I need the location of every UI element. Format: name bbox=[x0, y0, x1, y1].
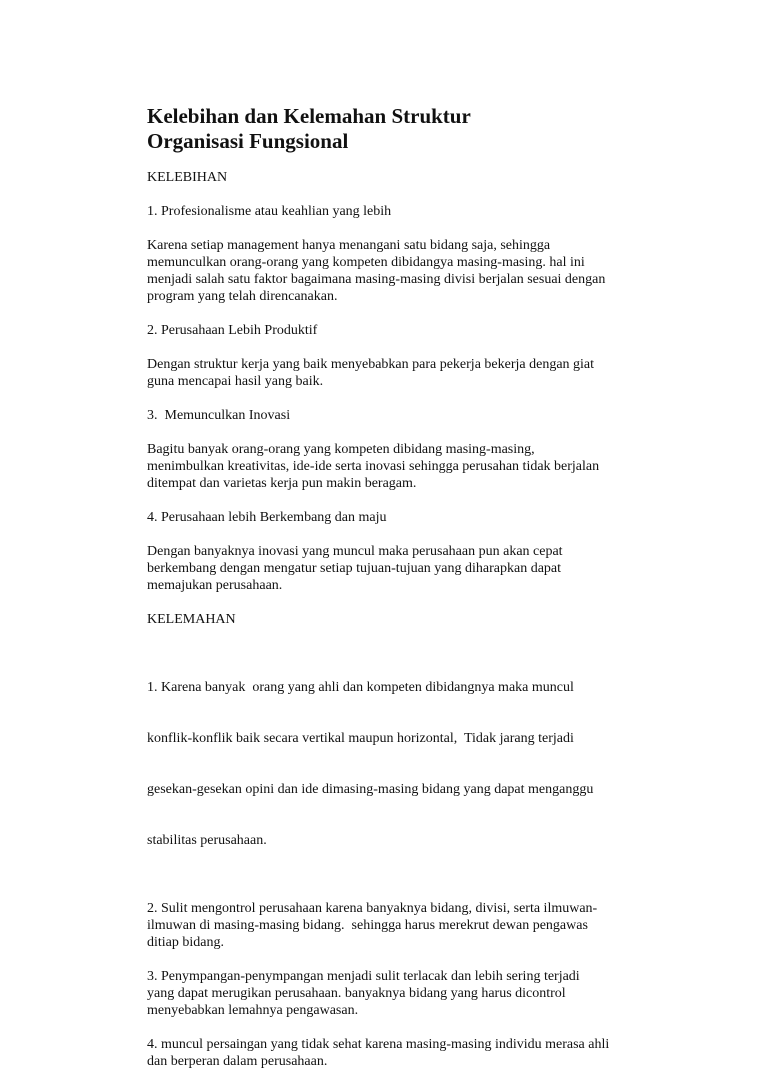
advantage-title-2: 2. Perusahaan Lebih Produktif bbox=[147, 323, 318, 338]
paragraph-line: program yang telah direncanakan. bbox=[147, 289, 338, 304]
document-title bbox=[147, 104, 687, 154]
document-page bbox=[147, 104, 687, 1087]
paragraph-line: konflik-konflik baik secara vertikal maupun horizontal, Tidak jarang terjadi bbox=[147, 731, 574, 746]
paragraph-line: dan berperan dalam perusahaan. bbox=[147, 1054, 328, 1069]
weakness-paragraph-1 bbox=[147, 645, 687, 883]
paragraph-line: 4. muncul persaingan yang tidak sehat karena masing-masing individu merasa ahli bbox=[147, 1037, 610, 1052]
paragraph-line: Dengan struktur kerja yang baik menyebabkan para pekerja bekerja dengan giat bbox=[147, 357, 595, 372]
paragraph-line: guna mencapai hasil yang baik. bbox=[147, 374, 324, 389]
weakness-paragraph-4 bbox=[147, 1036, 687, 1070]
title-line: Organisasi Fungsional bbox=[147, 129, 349, 153]
advantage-paragraph-2 bbox=[147, 356, 687, 390]
paragraph-line: yang dapat merugikan perusahaan. banyaknya bidang yang harus dicontrol bbox=[147, 986, 566, 1001]
advantage-title-1: 1. Profesionalisme atau keahlian yang lebih bbox=[147, 204, 392, 219]
weakness-paragraph-2 bbox=[147, 900, 687, 951]
paragraph-line: menyebabkan lemahnya pengawasan. bbox=[147, 1003, 359, 1018]
paragraph-line: Dengan banyaknya inovasi yang muncul maka perusahaan pun akan cepat bbox=[147, 544, 563, 559]
paragraph-line: 3. Penympangan-penympangan menjadi sulit terlacak dan lebih sering terjadi bbox=[147, 969, 580, 984]
paragraph-line: Bagitu banyak orang-orang yang kompeten dibidang masing-masing, bbox=[147, 442, 535, 457]
paragraph-line: 1. Karena banyak orang yang ahli dan kompeten dibidangnya maka muncul bbox=[147, 680, 574, 695]
paragraph-line: menjadi salah satu faktor bagaimana masing-masing divisi berjalan sesuai dengan bbox=[147, 272, 606, 287]
advantage-title-3: 3. Memunculkan Inovasi bbox=[147, 408, 291, 423]
advantage-paragraph-1 bbox=[147, 237, 687, 305]
advantage-paragraph-4 bbox=[147, 543, 687, 594]
paragraph-line: memajukan perusahaan. bbox=[147, 578, 283, 593]
paragraph-line: ditiap bidang. bbox=[147, 935, 224, 950]
paragraph-line: stabilitas perusahaan. bbox=[147, 833, 267, 848]
paragraph-line: gesekan-gesekan opini dan ide dimasing-masing bidang yang dapat menganggu bbox=[147, 782, 594, 797]
advantage-title-4: 4. Perusahaan lebih Berkembang dan maju bbox=[147, 510, 387, 525]
section-heading-kelemahan: KELEMAHAN bbox=[147, 612, 236, 627]
paragraph-line: Karena setiap management hanya menangani satu bidang saja, sehingga bbox=[147, 238, 551, 253]
paragraph-line: ditempat dan varietas kerja pun makin beragam. bbox=[147, 476, 417, 491]
advantage-paragraph-3 bbox=[147, 441, 687, 492]
section-heading-kelebihan: KELEBIHAN bbox=[147, 170, 228, 185]
weakness-paragraph-3 bbox=[147, 968, 687, 1019]
paragraph-line: ilmuwan di masing-masing bidang. sehingga harus merekrut dewan pengawas bbox=[147, 918, 588, 933]
paragraph-line: menimbulkan kreativitas, ide-ide serta inovasi sehingga perusahan tidak berjalan bbox=[147, 459, 600, 474]
paragraph-line: memunculkan orang-orang yang kompeten dibidangya masing-masing. hal ini bbox=[147, 255, 585, 270]
title-line: Kelebihan dan Kelemahan Struktur bbox=[147, 104, 471, 128]
paragraph-line: 2. Sulit mengontrol perusahaan karena banyaknya bidang, divisi, serta ilmuwan- bbox=[147, 901, 598, 916]
paragraph-line: berkembang dengan mengatur setiap tujuan-tujuan yang diharapkan dapat bbox=[147, 561, 562, 576]
